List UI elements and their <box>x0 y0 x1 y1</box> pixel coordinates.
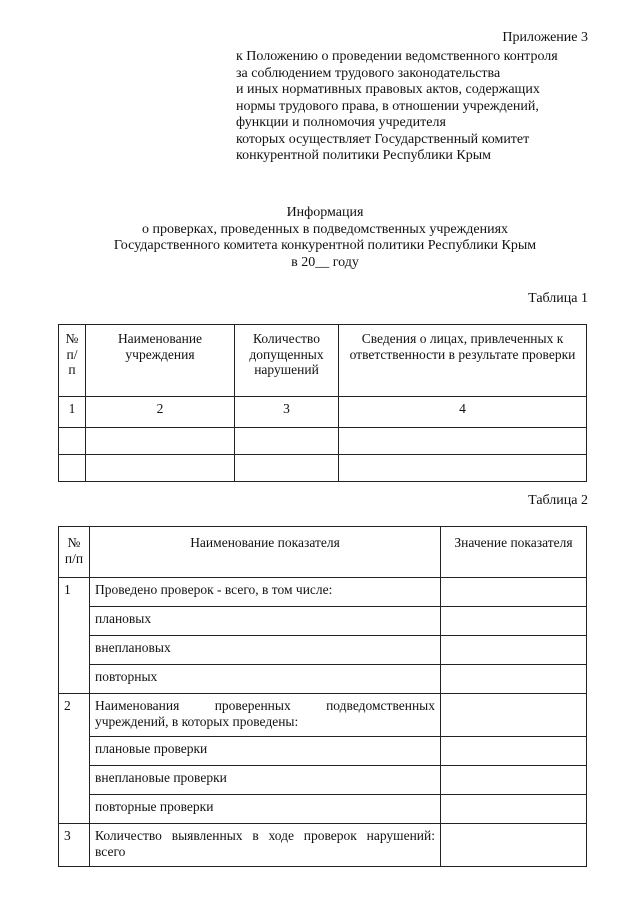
appendix-line: и иных нормативных правовых актов, содержащих <box>236 82 540 97</box>
heading-line: Государственного комитета конкурентной политики Республики Крым <box>113 238 537 253</box>
indicator-item: повторные проверки <box>90 795 441 824</box>
empty-cell[interactable] <box>339 455 587 482</box>
indicator-group-title: Проведено проверок - всего, в том числе: <box>90 578 441 607</box>
appendix-line: функции и полномочия учредителя <box>236 115 446 130</box>
indicator-group-title: Количество выявленных в ходе проверок нарушений: всего <box>90 824 441 867</box>
column-number-cell: 2 <box>86 397 235 428</box>
appendix-line: конкурентной политики Республики Крым <box>236 148 492 163</box>
table-row <box>59 578 587 607</box>
table-row <box>59 694 587 737</box>
empty-cell[interactable] <box>86 428 235 455</box>
row-number: 3 <box>59 824 90 867</box>
table-row <box>59 737 587 766</box>
table-row <box>59 824 587 867</box>
indicator-item: внеплановые проверки <box>90 766 441 795</box>
table-header-row <box>59 527 587 578</box>
column-number-cell: 3 <box>235 397 339 428</box>
value-cell[interactable] <box>441 766 587 795</box>
header-cell-number: № п/п <box>59 527 90 578</box>
empty-cell[interactable] <box>339 428 587 455</box>
indicator-item: плановые проверки <box>90 737 441 766</box>
heading-line: о проверках, проведенных в подведомственных учреждениях <box>141 221 509 237</box>
table-row <box>59 397 587 428</box>
table2 <box>58 526 587 867</box>
value-cell[interactable] <box>441 665 587 694</box>
table-row <box>59 766 587 795</box>
table-row <box>59 428 587 455</box>
appendix-line: которых осуществляет Государственный комитет <box>236 131 530 147</box>
appendix-title: Приложение 3 <box>502 30 588 45</box>
table-header-row <box>59 325 587 397</box>
value-cell[interactable] <box>441 636 587 665</box>
table-row <box>59 665 587 694</box>
indicator-group-title: Наименования проверенных подведомственных учреждений, в которых проведены: <box>90 694 441 737</box>
header-cell-institution: Наименование учреждения <box>86 325 235 397</box>
indicator-item: внеплановых <box>90 636 441 665</box>
value-cell[interactable] <box>441 824 587 867</box>
table1 <box>58 324 587 482</box>
empty-cell[interactable] <box>86 455 235 482</box>
empty-cell[interactable] <box>235 455 339 482</box>
value-cell[interactable] <box>441 795 587 824</box>
header-cell-responsible-persons: Сведения о лицах, привлеченных к ответственности в результате проверки <box>339 325 587 397</box>
table1-caption: Таблица 1 <box>528 291 588 306</box>
heading-title: Информация <box>286 205 364 220</box>
row-number: 2 <box>59 694 90 824</box>
appendix-line: за соблюдением трудового законодательства <box>236 65 501 81</box>
header-cell-number: № п/п <box>59 325 86 397</box>
table-row <box>59 636 587 665</box>
header-cell-indicator: Наименование показателя <box>90 527 441 578</box>
table-row <box>59 607 587 636</box>
value-cell[interactable] <box>441 578 587 607</box>
appendix-line: нормы трудового права, в отношении учреждений, <box>236 98 539 114</box>
header-cell-value: Значение показателя <box>441 527 587 578</box>
table-row <box>59 455 587 482</box>
table-row <box>59 795 587 824</box>
heading-year: в 20__ году <box>291 254 359 270</box>
table2-caption: Таблица 2 <box>528 493 588 508</box>
indicator-item: плановых <box>90 607 441 636</box>
value-cell[interactable] <box>441 607 587 636</box>
empty-cell[interactable] <box>235 428 339 455</box>
header-cell-violations: Количество допущенных нарушений <box>235 325 339 397</box>
value-cell[interactable] <box>441 694 587 737</box>
empty-cell[interactable] <box>59 428 86 455</box>
appendix-line: к Положению о проведении ведомственного контроля <box>236 49 558 64</box>
document-heading <box>40 205 610 271</box>
column-number-cell: 4 <box>339 397 587 428</box>
empty-cell[interactable] <box>59 455 86 482</box>
value-cell[interactable] <box>441 737 587 766</box>
row-number: 1 <box>59 578 90 694</box>
column-number-cell: 1 <box>59 397 86 428</box>
appendix-subtitle <box>236 49 606 165</box>
indicator-item: повторных <box>90 665 441 694</box>
